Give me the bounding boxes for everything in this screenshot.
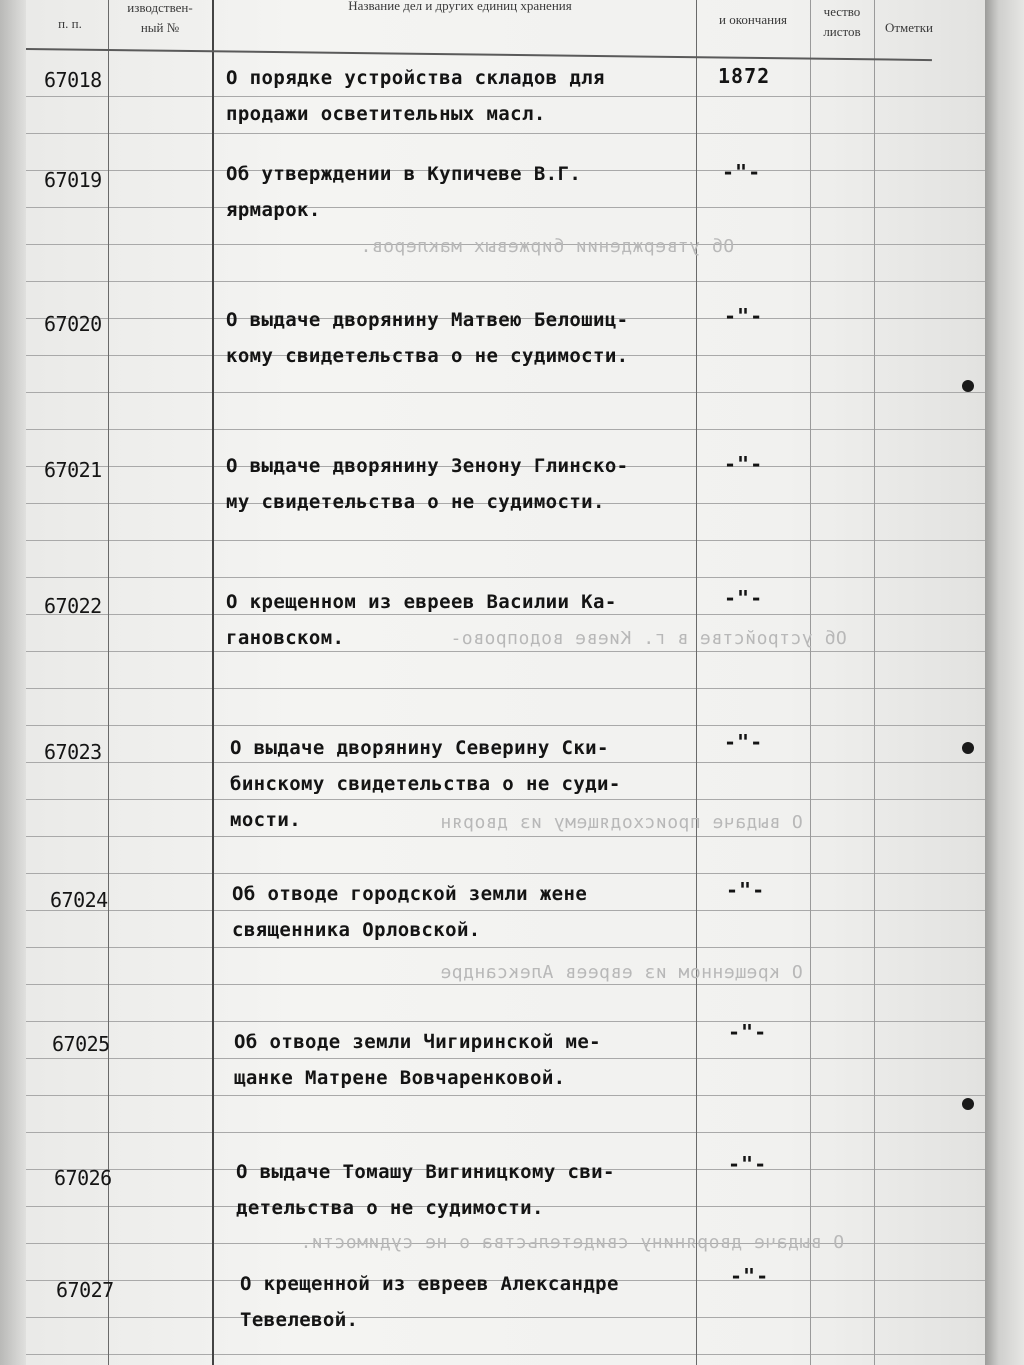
entry-title: Об утверждении в Купичеве В.Г. ярмарок. bbox=[226, 163, 582, 221]
entry-title: О выдаче Томашу Вигиницкому сви- детельства о не судимости. bbox=[236, 1161, 615, 1219]
ruled-line bbox=[26, 1132, 985, 1133]
ruled-line bbox=[26, 984, 985, 985]
ruled-line bbox=[26, 540, 985, 541]
bleed-text: Об устройстве в г. Киеве водопрово- bbox=[450, 628, 847, 649]
header-prod: изводствен- ный № bbox=[127, 0, 193, 35]
binding-hole bbox=[962, 380, 974, 392]
header-dates: и окончания bbox=[718, 12, 788, 27]
entry-title: Об отводе земли Чигиринской ме- щанке Матрене Вовчаренковой. bbox=[234, 1031, 602, 1089]
ruled-line bbox=[26, 725, 985, 726]
entry-title: О порядке устройства складов для продажи осветительных масл. bbox=[226, 67, 605, 125]
entry-title: О крещенном из евреев Василии Ка- гановском. bbox=[226, 591, 617, 649]
entry-number: 67026 bbox=[54, 1166, 112, 1190]
ruled-line bbox=[26, 429, 985, 430]
header-sheets: чество листов bbox=[823, 4, 861, 39]
entry-date: -"- bbox=[724, 586, 764, 610]
entry-number: 67023 bbox=[44, 740, 102, 764]
page-edge bbox=[985, 0, 1024, 1365]
column-divider-1 bbox=[108, 0, 109, 1365]
column-divider-2 bbox=[212, 0, 214, 1365]
ruled-line bbox=[26, 1021, 985, 1022]
ruled-line bbox=[26, 577, 985, 578]
entry-date: -"- bbox=[728, 1020, 768, 1044]
entry-number: 67021 bbox=[44, 458, 102, 482]
entry-number: 67018 bbox=[44, 68, 102, 92]
ruled-line bbox=[26, 873, 985, 874]
entry-date: -"- bbox=[724, 452, 764, 476]
column-divider-5 bbox=[874, 0, 875, 1365]
entry-title: О выдаче дворянину Северину Ски- бинскому свидетельства о не суди- мости. bbox=[230, 737, 621, 831]
binding-gutter bbox=[0, 0, 26, 1365]
header-title: Название дел и других единиц хранения bbox=[348, 0, 572, 13]
entry-number: 67024 bbox=[50, 888, 108, 912]
bleed-text: О крещенном из евреев Александре bbox=[440, 962, 803, 983]
ruled-line bbox=[26, 688, 985, 689]
ruled-line bbox=[26, 392, 985, 393]
entry-title: Об отводе городской земли жене священника Орловской. bbox=[232, 883, 588, 941]
entry-date: -"- bbox=[730, 1264, 770, 1288]
entry-title: О выдаче дворянину Матвею Белошиц- кому свидетельства о не судимости. bbox=[226, 309, 629, 367]
entry-number: 67025 bbox=[52, 1032, 110, 1056]
bleed-text: О выдаче происходящему из дворян bbox=[440, 812, 803, 833]
entry-date: -"- bbox=[726, 878, 766, 902]
entry-number: 67027 bbox=[56, 1278, 114, 1302]
header-num: п. п. bbox=[58, 16, 82, 31]
header-notes: Отметки bbox=[884, 20, 934, 35]
entry-title: О крещенной из евреев Александре Тевелевой. bbox=[240, 1273, 619, 1331]
entry-number: 67022 bbox=[44, 594, 102, 618]
entry-number: 67019 bbox=[44, 168, 102, 192]
entry-date: -"- bbox=[724, 730, 764, 754]
ruled-line bbox=[26, 1354, 985, 1355]
entry-date: 1872 bbox=[718, 64, 771, 88]
entry-date: -"- bbox=[724, 304, 764, 328]
bleed-text: О выдаче дворянину свидетельства о не судимости. bbox=[300, 1232, 845, 1253]
entry-number: 67020 bbox=[44, 312, 102, 336]
binding-hole bbox=[962, 1098, 974, 1110]
entry-date: -"- bbox=[728, 1152, 768, 1176]
ruled-line bbox=[26, 281, 985, 282]
entry-date: -"- bbox=[722, 160, 762, 184]
entry-title: О выдаче дворянину Зенону Глинско- му свидетельства о не судимости. bbox=[226, 455, 629, 513]
column-divider-4 bbox=[810, 0, 811, 1365]
bleed-text: Об утверждении биржевых маклеров. bbox=[360, 236, 735, 257]
ruled-line bbox=[26, 133, 985, 134]
binding-hole bbox=[962, 742, 974, 754]
